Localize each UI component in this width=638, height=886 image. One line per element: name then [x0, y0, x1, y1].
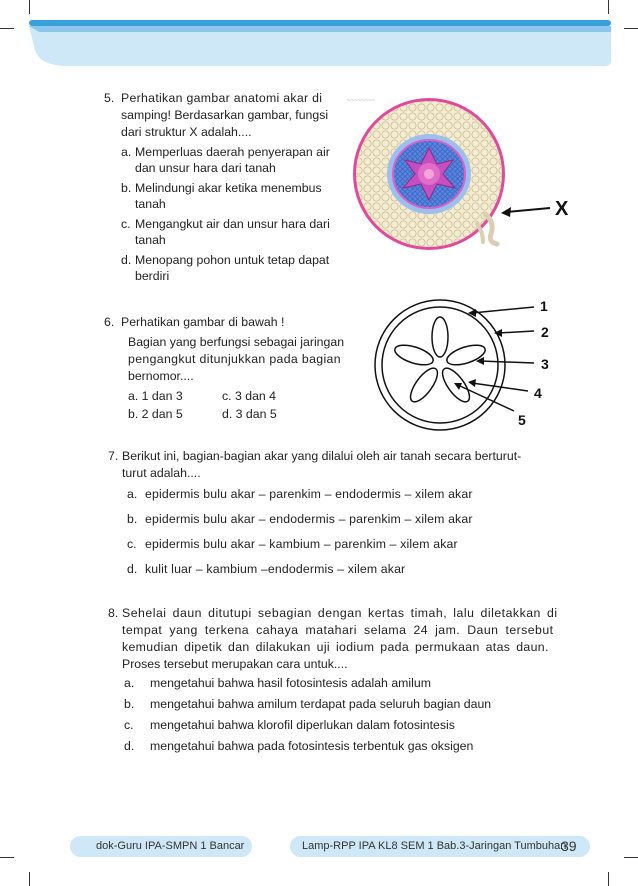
q7-number: 7.: [108, 449, 119, 463]
q6-body-line: pengangkut ditunjukkan pada bagian: [128, 352, 341, 366]
q6-body-line: Bagian yang berfungsi sebagai jaringan: [128, 335, 345, 349]
q5-option-c: Mengangkut air dan unsur hara dari: [135, 217, 330, 231]
crop-mark: [29, 0, 30, 14]
q8-number: 8.: [108, 606, 119, 620]
q8-option-c: mengetahui bahwa klorofil diperlukan dalam fotosintesis: [150, 718, 455, 732]
figure-label-5: 5: [518, 412, 526, 428]
q7-option-b: epidermis bulu akar – endodermis – parenkim – xilem akar: [145, 512, 473, 526]
q5-option-a: Memperluas daerah penyerapan air: [135, 145, 330, 159]
q5-option-b: Melindungi akar ketika menembus: [135, 181, 322, 195]
svg-text:~~~~~~~~: ~~~~~~~~: [347, 98, 376, 104]
q6-option-b: b. 2 dan 5: [128, 407, 183, 421]
figure-label-1: 1: [540, 298, 548, 314]
q8-option-a: mengetahui bahwa hasil fotosintesis adalah amilum: [150, 676, 431, 690]
q5-number: 5.: [104, 91, 115, 105]
figure-label-x: X: [555, 198, 569, 220]
q5-option-letter: b.: [121, 181, 132, 195]
figure-label-3: 3: [541, 356, 549, 372]
q6-option-c: c. 3 dan 4: [222, 389, 277, 403]
q7-option-a: epidermis bulu akar – parenkim – endodermis – xilem akar: [145, 487, 473, 501]
q5-option-d: berdiri: [135, 269, 170, 283]
header-band: [29, 20, 611, 66]
figure-label-4: 4: [534, 385, 542, 401]
q7-option-letter: c.: [127, 537, 137, 551]
crop-mark: [0, 857, 14, 858]
q5-option-letter: a.: [121, 145, 132, 159]
q7-option-letter: b.: [127, 512, 138, 526]
q7-stem-line: turut adalah....: [122, 466, 201, 480]
q6-number: 6.: [104, 315, 115, 329]
crop-mark: [624, 28, 638, 29]
q8-option-letter: a.: [124, 676, 135, 690]
q5-option-letter: c.: [121, 217, 131, 231]
figure-label-2: 2: [541, 324, 549, 340]
q7-option-c: epidermis bulu akar – kambium – parenkim – xilem akar: [145, 537, 458, 551]
crop-mark: [29, 872, 30, 886]
page-number: 39: [561, 838, 577, 854]
q5-option-letter: d.: [121, 253, 132, 267]
q6-option-a: a. 1 dan 3: [128, 389, 183, 403]
q8-stem-line: Sehelai daun ditutupi sebagian dengan kertas timah, lalu diletakkan di: [122, 606, 558, 620]
q8-stem-line: kemudian dipetik dan dilakukan uji iodium pada permukaan atas daun.: [122, 640, 549, 654]
q7-option-d: kulit luar – kambium –endodermis – xilem akar: [145, 562, 406, 576]
q5-stem-line: dari struktur X adalah....: [121, 125, 252, 139]
root-cross-section-figure: [345, 94, 585, 256]
crop-mark: [0, 28, 14, 29]
q8-stem-line: Proses tersebut merupakan cara untuk....: [122, 657, 348, 671]
q7-option-letter: a.: [127, 487, 138, 501]
q8-option-letter: d.: [124, 739, 135, 753]
crop-mark: [608, 0, 609, 14]
q7-stem-line: Berikut ini, bagian-bagian akar yang dilalui oleh air tanah secara berturut-: [122, 449, 522, 463]
q5-option-a: dan unsur hara dari tanah: [135, 161, 276, 175]
q5-option-d: Menopang pohon untuk tetap dapat: [135, 253, 330, 267]
q5-option-c: tanah: [135, 233, 166, 247]
q6-body-line: bernomor....: [128, 369, 194, 383]
q8-stem-line: tempat yang terkena cahaya matahari selama 24 jam. Daun tersebut: [122, 623, 554, 637]
crop-mark: [624, 857, 638, 858]
q8-option-letter: b.: [124, 697, 135, 711]
footer-left-text: dok-Guru IPA-SMPN 1 Bancar: [96, 840, 245, 852]
q6-stem: Perhatikan gambar di bawah !: [121, 315, 285, 329]
q7-option-letter: d.: [127, 562, 138, 576]
q5-stem-line: Perhatikan gambar anatomi akar di: [121, 91, 323, 105]
footer-right-text: Lamp-RPP IPA KL8 SEM 1 Bab.3-Jaringan Tumbuhan: [302, 840, 567, 852]
crop-mark: [608, 872, 609, 886]
q5-option-b: tanah: [135, 197, 166, 211]
q8-option-b: mengetahui bahwa amilum terdapat pada seluruh bagian daun: [150, 697, 492, 711]
q6-option-d: d. 3 dan 5: [222, 407, 277, 421]
q5-stem-line: samping! Berdasarkan gambar, fungsi: [121, 108, 329, 122]
q8-option-letter: c.: [124, 718, 134, 732]
q8-option-d: mengetahui bahwa pada fotosintesis terbentuk gas oksigen: [150, 739, 474, 753]
